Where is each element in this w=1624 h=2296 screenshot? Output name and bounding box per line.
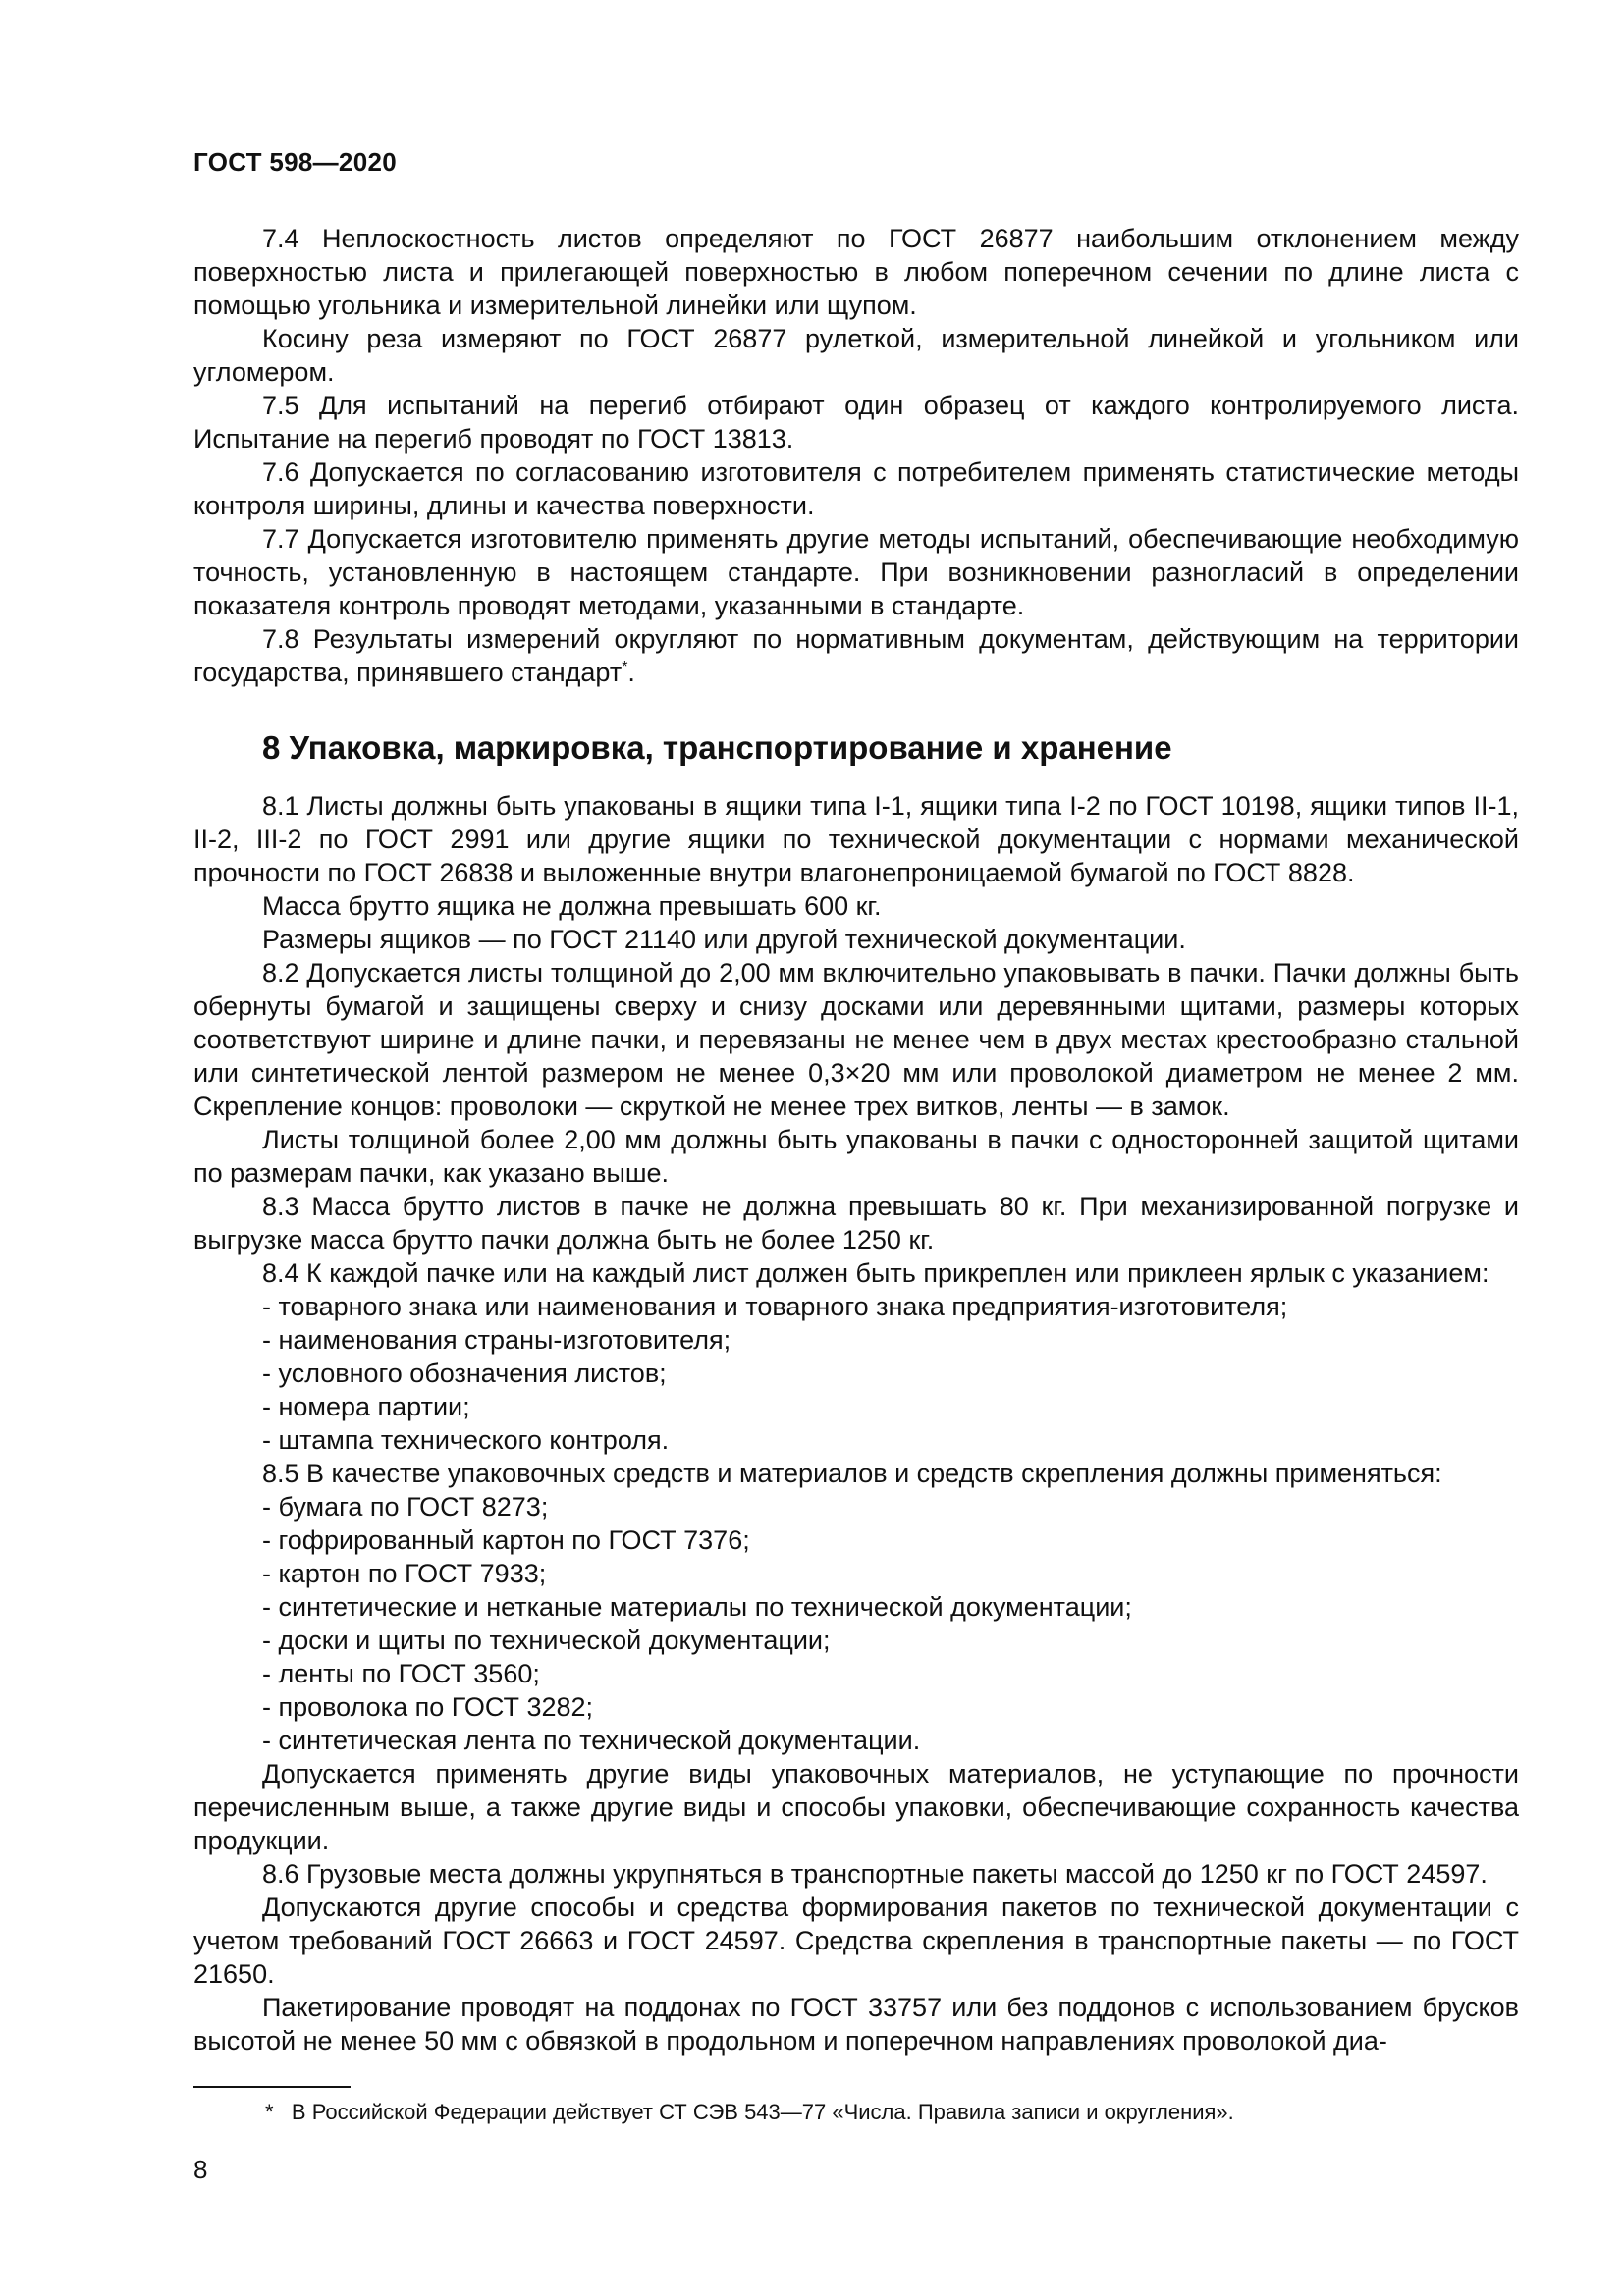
footnote-ref: * (622, 659, 628, 675)
paragraph-8-1: 8.1 Листы должны быть упакованы в ящики типа I-1, ящики типа I-2 по ГОСТ 10198, ящики типов II-1, II-2, III-2 по ГОСТ 2991 или другие ящики по технической документации с нормами механической прочности по ГОСТ 26838 и выложенные внутри влагонепроницаемой бумагой по ГОСТ 8828. (193, 791, 1519, 887)
paragraph-8-4: 8.4 К каждой пачке или на каждый лист должен быть прикреплен или приклеен ярлык с указанием: (262, 1258, 1489, 1288)
list-item: - товарного знака или наименования и товарного знака предприятия-изготовителя; (262, 1292, 1288, 1321)
paragraph-7-8 (193, 622, 1519, 689)
paragraph-8-1-size: Размеры ящиков — по ГОСТ 21140 или другой технической документации. (262, 925, 1186, 954)
list-item: - условного обозначения листов; (262, 1359, 667, 1388)
list-item: - гофрированный картон по ГОСТ 7376; (262, 1525, 750, 1555)
paragraph-7-6: 7.6 Допускается по согласованию изготовителя с потребителем применять статистические методы контроля ширины, длины и качества поверхности. (193, 457, 1519, 520)
paragraph-8-6-pallets: Пакетирование проводят на поддонах по ГОСТ 33757 или без поддонов с использованием брусков высотой не менее 50 мм с обвязкой в продольном и поперечном направлениях проволокой диа- (193, 1993, 1519, 2056)
list-item: - доски и щиты по технической документации; (262, 1626, 831, 1655)
paragraph-8-6: 8.6 Грузовые места должны укрупняться в транспортные пакеты массой до 1250 кг по ГОСТ 24597. (262, 1859, 1488, 1889)
list-item: - картон по ГОСТ 7933; (262, 1559, 547, 1588)
paragraph-8-2-thick: Листы толщиной более 2,00 мм должны быть упакованы в пачки с односторонней защитой щитами по размерам пачки, как указано выше. (193, 1125, 1519, 1188)
list-item: - ленты по ГОСТ 3560; (262, 1659, 540, 1688)
paragraph-8-5-other: Допускается применять другие виды упаковочных материалов, не уступающие по прочности перечисленным выше, а также другие виды и способы упаковки, обеспечивающие сохранность качества продукции. (193, 1759, 1519, 1855)
footnote (265, 2099, 1234, 2126)
paragraph-8-1-mass: Масса брутто ящика не должна превышать 600 кг. (262, 891, 882, 921)
paragraph-7-8-text: 7.8 Результаты измерений округляют по нормативным документам, действующим на территории государства, принявшего стандарт (193, 624, 1519, 687)
document-body (193, 222, 1519, 2057)
paragraph-8-6-methods: Допускаются другие способы и средства формирования пакетов по технической документации с учетом требований ГОСТ 26663 и ГОСТ 24597. Средства скрепления в транспортные пакеты — по ГОСТ 21650. (193, 1893, 1519, 1989)
section-8-heading: 8 Упаковка, маркировка, транспортирование и хранение (262, 729, 1172, 766)
list-item: - синтетические и нетканые материалы по технической документации; (262, 1592, 1132, 1622)
list-item: - бумага по ГОСТ 8273; (262, 1492, 549, 1522)
footnote-mark: * (265, 2100, 274, 2124)
list-item: - номера партии; (262, 1392, 470, 1421)
footnote-text: В Российской Федерации действует СТ СЭВ 543—77 «Числа. Правила записи и округления». (291, 2100, 1234, 2124)
list-item: - проволока по ГОСТ 3282; (262, 1692, 594, 1722)
paragraph-8-2: 8.2 Допускается листы толщиной до 2,00 мм включительно упаковывать в пачки. Пачки должны быть обернуты бумагой и защищены сверху и снизу досками или деревянными щитами, размеры которых соответствуют ширине и длине пачки, и перевязаны не менее чем в двух местах крестообразно стальной или синтетической лентой размером не менее 0,3×20 мм или проволокой диаметром не менее 2 мм. Скрепление концов: проволоки — скруткой не менее трех витков, ленты — в замок. (193, 958, 1519, 1121)
paragraph-7-4-cut: Косину реза измеряют по ГОСТ 26877 рулеткой, измерительной линейкой и угольником или угломером. (193, 324, 1519, 387)
paragraph-8-5: 8.5 В качестве упаковочных средств и материалов и средств скрепления должны применяться: (262, 1459, 1442, 1488)
paragraph-7-8-end: . (627, 658, 635, 687)
page-number: 8 (193, 2155, 208, 2184)
list-item: - наименования страны-изготовителя; (262, 1325, 731, 1355)
footnote-divider (193, 2086, 351, 2088)
document-header: ГОСТ 598—2020 (193, 147, 397, 177)
list-item: - штампа технического контроля. (262, 1425, 670, 1455)
paragraph-7-5: 7.5 Для испытаний на перегиб отбирают один образец от каждого контролируемого листа. Испытание на перегиб проводят по ГОСТ 13813. (193, 391, 1519, 454)
paragraph-8-3: 8.3 Масса брутто листов в пачке не должна превышать 80 кг. При механизированной погрузке и выгрузке масса брутто пачки должна быть не более 1250 кг. (193, 1192, 1519, 1255)
paragraph-7-7: 7.7 Допускается изготовителю применять другие методы испытаний, обеспечивающие необходимую точность, установленную в настоящем стандарте. При возникновении разногласий в определении показателя контроль проводят методами, указанными в стандарте. (193, 524, 1519, 620)
paragraph-7-4: 7.4 Неплоскостность листов определяют по ГОСТ 26877 наибольшим отклонением между поверхностью листа и прилегающей поверхностью в любом поперечном сечении по длине листа с помощью угольника и измерительной линейки или щупом. (193, 224, 1519, 320)
list-item: - синтетическая лента по технической документации. (262, 1726, 921, 1755)
